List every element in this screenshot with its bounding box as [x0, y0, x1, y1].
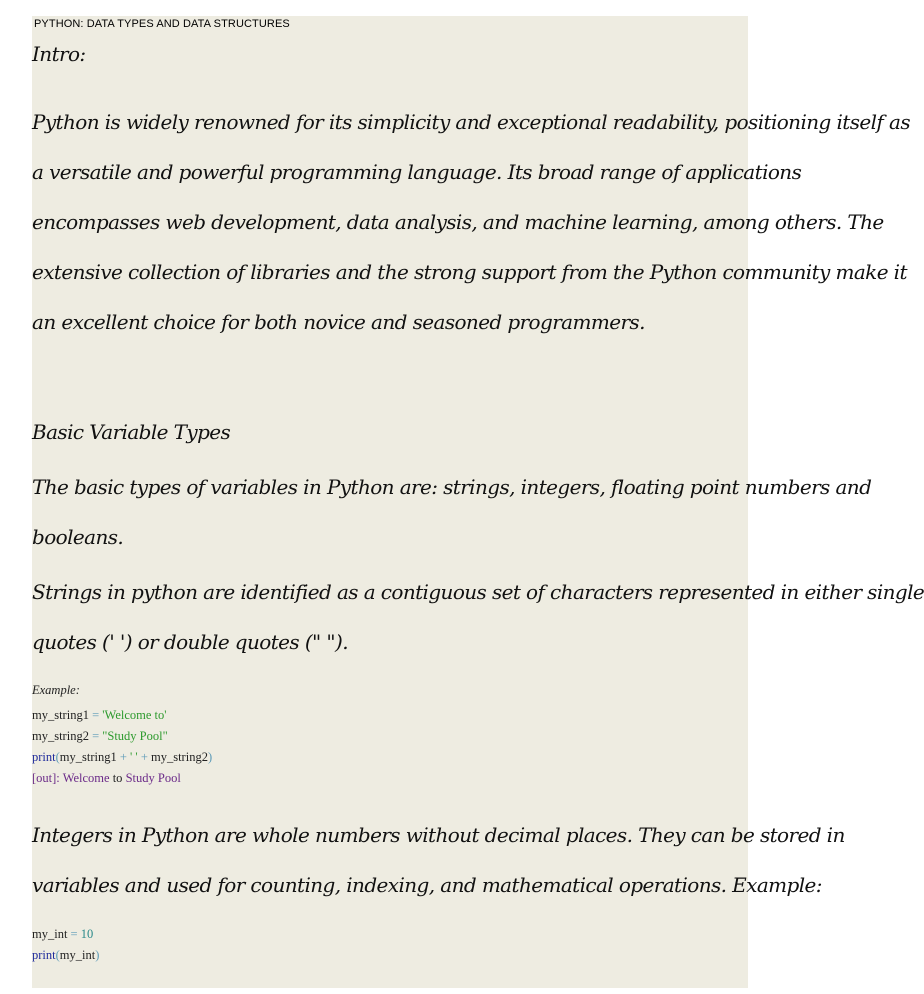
- intro-line: encompasses web development, data analysis, and machine learning, among others. The: [32, 210, 884, 234]
- basic-types-line: The basic types of variables in Python are: strings, integers, floating point numbers and: [32, 475, 872, 499]
- integers-line: variables and used for counting, indexing, and mathematical operations. Example:: [32, 873, 822, 897]
- code-line: my_string2 = "Study Pool": [32, 729, 168, 743]
- code-line: my_int = 10: [32, 927, 94, 941]
- code-line: print(my_string1 + ' ' + my_string2): [32, 750, 213, 764]
- strings-line: Strings in python are identified as a contiguous set of characters represented in either single: [32, 580, 924, 604]
- basic-types-line: booleans.: [32, 525, 124, 549]
- code-line: my_string1 = 'Welcome to': [32, 708, 167, 722]
- code-output-line: [out]: Welcome to Study Pool: [32, 771, 181, 785]
- integers-line: Integers in Python are whole numbers without decimal places. They can be stored in: [32, 823, 845, 847]
- document-header: PYTHON: DATA TYPES AND DATA STRUCTURES: [34, 18, 290, 30]
- strings-line: quotes (' ') or double quotes (" ").: [32, 630, 348, 654]
- intro-heading: Intro:: [32, 42, 86, 66]
- intro-line: an excellent choice for both novice and seasoned programmers.: [32, 310, 645, 334]
- intro-line: a versatile and powerful programming language. Its broad range of applications: [32, 160, 802, 184]
- basic-types-heading: Basic Variable Types: [32, 420, 231, 444]
- document-page: [32, 16, 924, 988]
- intro-line: Python is widely renowned for its simplicity and exceptional readability, positioning itself as: [32, 110, 910, 134]
- code-line: print(my_int): [32, 948, 100, 962]
- intro-line: extensive collection of libraries and the strong support from the Python community make it: [32, 260, 907, 284]
- example-label: Example:: [32, 683, 80, 697]
